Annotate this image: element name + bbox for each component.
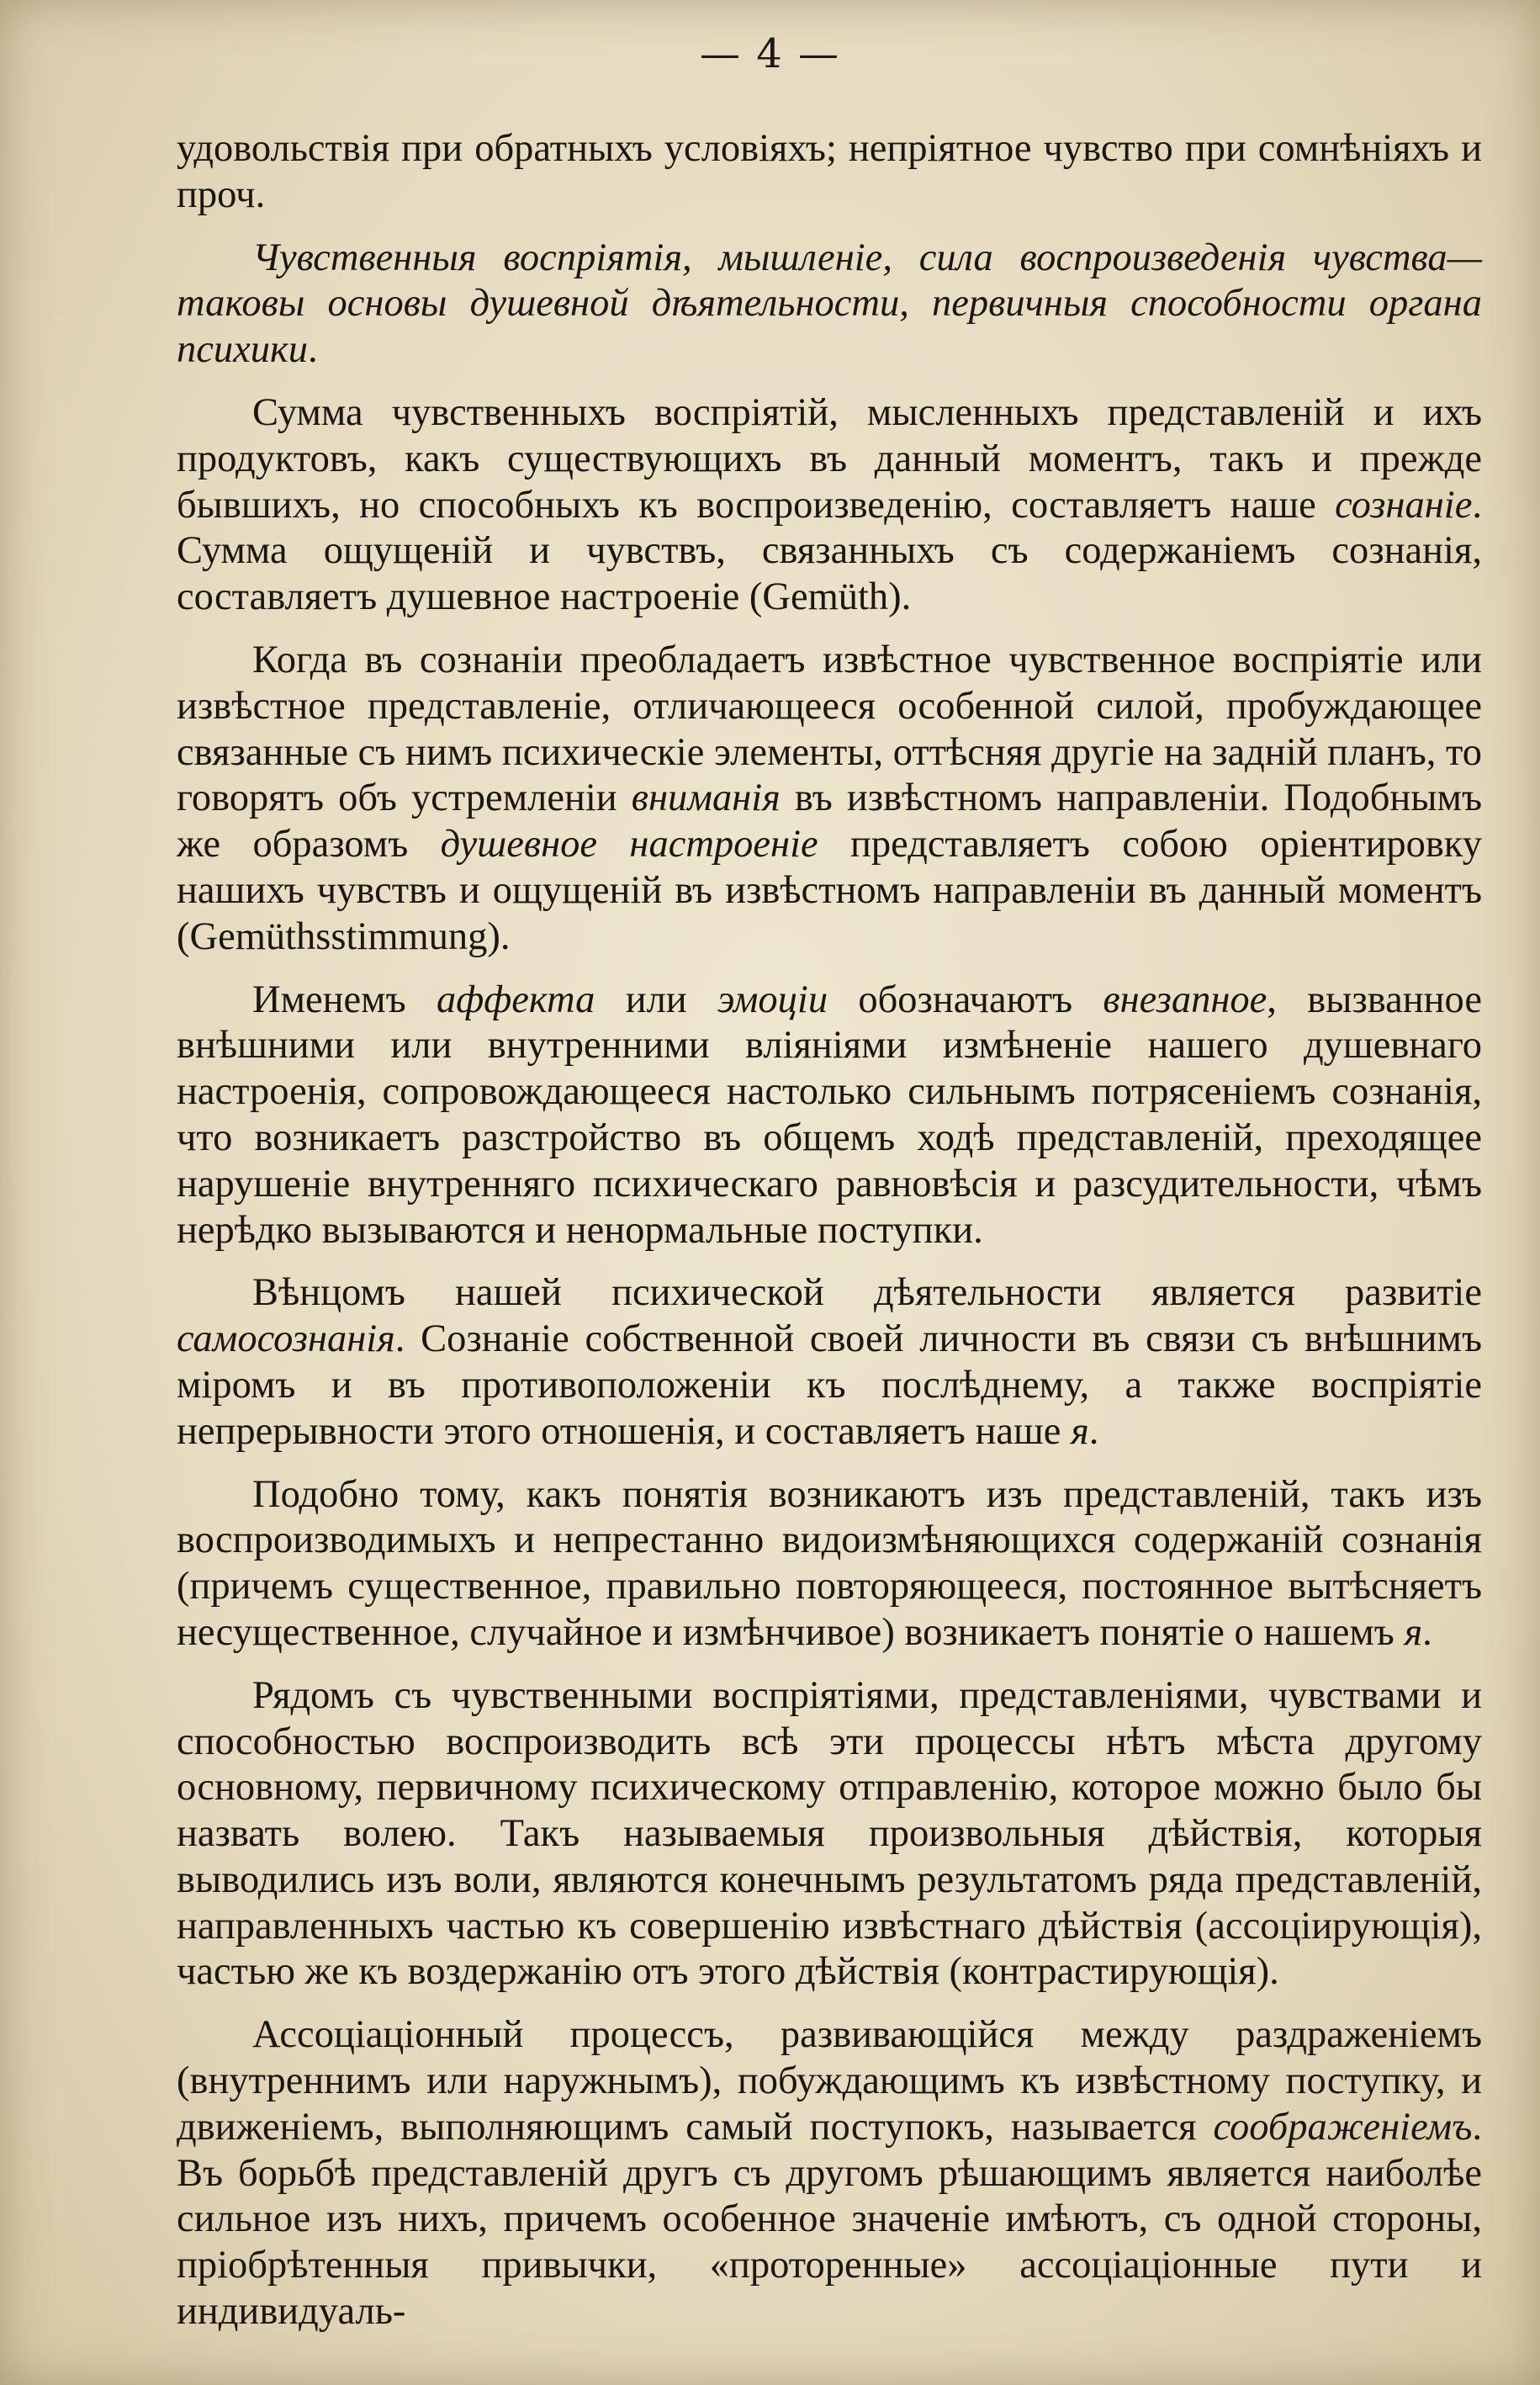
italic-text: сознаніе <box>1335 483 1473 527</box>
text-run: представляетъ собою оріентировку нашихъ чувствъ и ощущеній въ извѣстномъ направленіи въ данный моментъ (Gemüthsstimmung). <box>177 823 1482 958</box>
text-run: . Сознаніе собственной своей личности въ связи съ внѣшнимъ міромъ и въ противоположеніи къ послѣднему, а также воспріятіе непрерывности этого отношенія, и составляетъ наше <box>177 1317 1482 1453</box>
paragraph <box>177 638 1482 961</box>
italic-text: я <box>1404 1610 1423 1654</box>
italic-text: душевное настроеніе <box>440 823 818 867</box>
text-run: . Сумма ощущеній и чувствъ, связанныхъ съ содержаніемъ сознанія, составляетъ душевное настроеніе (Gemüth). <box>177 483 1482 619</box>
text-run: , вызванное внѣшними или внутренними вліяніями измѣненіе нашего душевнаго настроенія, сопровождающееся настолько сильнымъ потрясеніемъ сознанія, что возникаетъ разстройство въ общемъ ходѣ представленій, преходящее нарушеніе внутренняго психическаго равновѣсія и разсудительности, чѣмъ нерѣдко вызываются и ненормальные поступки. <box>177 978 1483 1252</box>
paragraph <box>177 978 1482 1254</box>
text-run: . <box>1422 1610 1432 1654</box>
text-run: Подобно тому, какъ понятія возникаютъ изъ представленій, такъ изъ воспроизводимыхъ и непрестанно видоизмѣняющихся содержаній сознанія (причемъ существенное, правильно повторяющееся, постоянное вытѣсняетъ несущественное, случайное и измѣнчивое) возникаетъ понятіе о нашемъ <box>177 1472 1482 1654</box>
text-run: Рядомъ съ чувственными воспріятіями, представленіями, чувствами и способностью воспроизводить всѣ эти процессы нѣтъ мѣста другому основному, первичному психическому отправленію, которое можно было бы назвать волею. Такъ называемыя произвольныя дѣйствія, которыя выводились изъ воли, являются конечнымъ результатомъ ряда представленій, направленныхъ частью къ совершенію извѣстнаго дѣйствія (ассоціирующія), частью же къ воздержанію отъ этого дѣйствія (контрастирующія). <box>177 1673 1482 1994</box>
italic-text: я <box>1071 1409 1089 1453</box>
text-run: Именемъ <box>252 978 437 1021</box>
text-run: . <box>308 328 318 372</box>
text-run: удовольствія при обратныхъ условіяхъ; непріятное чувство при сомнѣніяхъ и проч. <box>177 127 1482 216</box>
text-run: Сумма чувственныхъ воспріятій, мысленныхъ представленій и ихъ продуктовъ, какъ существующихъ въ данный моментъ, такъ и прежде бывшихъ, но способныхъ къ воспроизведенію, составляетъ наше <box>177 390 1482 527</box>
text-run: Ассоціаціонный процессъ, развивающійся между раздраженіемъ (внутреннимъ или наружнымъ), побуждающимъ къ извѣстному поступку, и движеніемъ, выполняющимъ самый поступокъ, называется <box>177 2013 1482 2149</box>
text-run: или <box>595 978 717 1021</box>
paragraph <box>177 1270 1482 1455</box>
text-run: Вѣнцомъ нашей психической дѣятельности является развитіе <box>252 1271 1482 1315</box>
text-run: . Въ борьбѣ представленій другъ съ другомъ рѣшающимъ является наиболѣе сильное изъ нихъ, причемъ особенное значеніе имѣютъ, съ одной стороны, пріобрѣтенныя привычки, «протоpенные» ассоціаціонные пути и индивидуаль- <box>177 2105 1482 2334</box>
text-run: обозначаютъ <box>828 978 1103 1021</box>
italic-text: вниманія <box>631 776 781 820</box>
italic-text: эмоціи <box>717 978 828 1021</box>
italic-text: соображеніемъ <box>1213 2105 1473 2149</box>
text-run: . <box>1088 1409 1099 1453</box>
text-run: Когда въ сознаніи преобладаетъ извѣстное чувственное воспріятіе или извѣстное представленіе, отличающееся особенной силой, пробуждающее связанные съ нимъ психическіе элементы, оттѣсняя другіе на задній планъ, то говорятъ объ устремленіи <box>177 638 1482 820</box>
italic-text: внезапное <box>1103 978 1267 1021</box>
paragraph <box>177 126 1482 219</box>
italic-text: самосознанія <box>177 1317 395 1361</box>
paragraph <box>177 236 1482 374</box>
paragraph <box>177 1673 1482 1996</box>
body-text <box>177 126 1482 2352</box>
paragraph <box>177 1472 1482 1656</box>
italic-text: Чувственныя воспріятія, мышленіе, сила воспроизведенія чувства—таковы основы душевной дѣятельности, первичныя способности органа психики <box>177 236 1482 372</box>
italic-text: аффекта <box>436 978 595 1021</box>
paragraph <box>177 390 1482 621</box>
paragraph <box>177 2012 1482 2335</box>
text-run: въ извѣстномъ направленіи. Подобнымъ же образомъ <box>177 776 1482 867</box>
page-number: — 4 — <box>699 30 841 77</box>
